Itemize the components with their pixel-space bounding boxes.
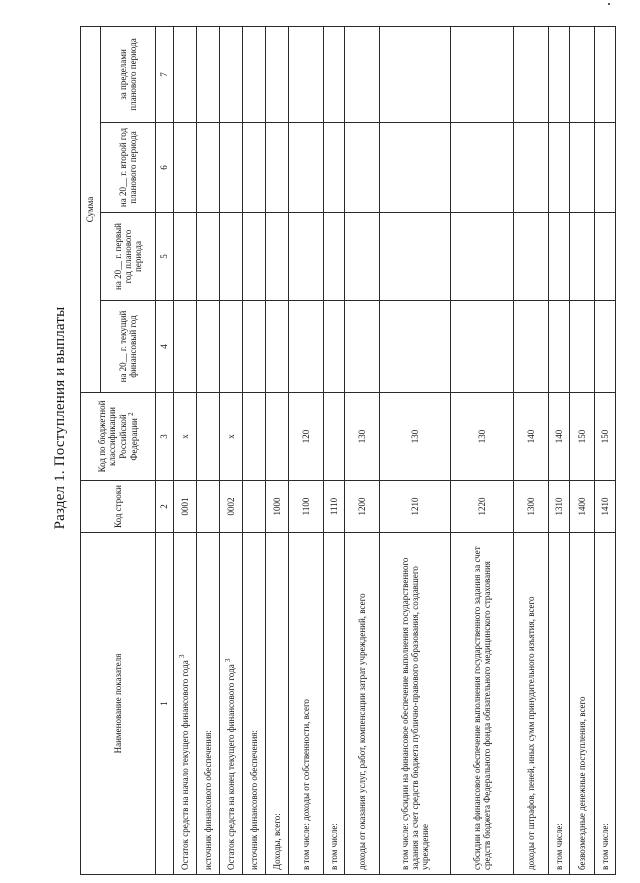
row-footnote-mark: 3 — [224, 658, 233, 662]
row-budget-code: 140 — [514, 393, 549, 481]
row-amount-cell — [380, 213, 451, 301]
table-row — [324, 26, 345, 874]
row-amount-cell — [514, 301, 549, 393]
column-number-cell: 7 — [156, 26, 174, 122]
row-budget-code: х — [220, 393, 243, 481]
row-amount-cell — [549, 301, 570, 393]
row-indicator-name — [243, 533, 266, 875]
row-line-code: 1310 — [549, 481, 570, 533]
row-amount-cell — [595, 26, 616, 122]
row-indicator-name — [514, 533, 549, 875]
row-name-text: в том числе: доходы от собственности, всего — [300, 699, 311, 870]
header-name: Наименование показателя — [81, 533, 156, 875]
row-amount-cell — [243, 213, 266, 301]
row-indicator-name — [451, 533, 514, 875]
row-amount-cell — [595, 123, 616, 213]
row-amount-cell — [345, 213, 380, 301]
row-indicator-name — [266, 533, 289, 875]
row-amount-cell — [380, 26, 451, 122]
table-row — [595, 26, 616, 874]
row-amount-cell — [324, 123, 345, 213]
table-row — [514, 26, 549, 874]
row-line-code: 1210 — [380, 481, 451, 533]
table-row — [380, 26, 451, 874]
row-budget-code: 130 — [451, 393, 514, 481]
table-row — [549, 26, 570, 874]
table-row — [243, 26, 266, 874]
row-budget-code: 130 — [345, 393, 380, 481]
receipts-payments-table — [80, 26, 616, 875]
row-budget-code: х — [174, 393, 197, 481]
header-code-budget — [81, 393, 156, 481]
row-amount-cell — [570, 301, 595, 393]
row-amount-cell — [289, 213, 324, 301]
row-name-text: в том числе: — [553, 823, 564, 870]
row-amount-cell — [324, 301, 345, 393]
row-line-code: 1300 — [514, 481, 549, 533]
row-indicator-name — [220, 533, 243, 875]
row-amount-cell — [324, 26, 345, 122]
header-code-line: Код строки — [81, 481, 156, 533]
row-budget-code: 130 — [380, 393, 451, 481]
row-amount-cell — [266, 123, 289, 213]
row-amount-cell — [570, 26, 595, 122]
row-amount-cell — [197, 123, 220, 213]
row-amount-cell — [174, 123, 197, 213]
row-amount-cell — [289, 301, 324, 393]
row-amount-cell — [324, 213, 345, 301]
row-amount-cell — [345, 123, 380, 213]
table-row — [266, 26, 289, 874]
row-indicator-name — [380, 533, 451, 875]
row-amount-cell — [570, 213, 595, 301]
row-amount-cell — [451, 26, 514, 122]
row-indicator-name — [324, 533, 345, 875]
table-row — [451, 26, 514, 874]
row-line-code — [243, 481, 266, 533]
header-code-budget-footnote: 2 — [126, 412, 135, 416]
row-amount-cell — [174, 301, 197, 393]
row-amount-cell — [451, 123, 514, 213]
column-number-row — [156, 26, 174, 874]
row-line-code: 0001 — [174, 481, 197, 533]
row-name-text: безвозмездные денежные поступления, всего — [576, 696, 587, 870]
header-year-second: на 20__ г. второй год планового периода — [100, 123, 155, 213]
row-amount-cell — [197, 301, 220, 393]
row-amount-cell — [243, 26, 266, 122]
row-amount-cell — [220, 301, 243, 393]
row-amount-cell — [514, 213, 549, 301]
row-name-text: Остаток средств на конец текущего финансового года — [226, 664, 237, 870]
row-name-text: Остаток средств на начало текущего финансового года — [180, 660, 191, 870]
row-budget-code: 150 — [570, 393, 595, 481]
row-amount-cell — [570, 123, 595, 213]
row-indicator-name — [289, 533, 324, 875]
row-indicator-name — [174, 533, 197, 875]
row-amount-cell — [197, 213, 220, 301]
row-amount-cell — [549, 26, 570, 122]
header-sum: Сумма — [81, 26, 101, 392]
table-row — [570, 26, 595, 874]
header-year-first: на 20__ г. первый год планового периода — [100, 213, 155, 301]
row-amount-cell — [345, 26, 380, 122]
row-name-text: в том числе: — [328, 823, 339, 870]
row-budget-code — [266, 393, 289, 481]
row-name-text: доходы от оказания услуг, работ, компенсации затрат учреждений, всего — [356, 593, 367, 870]
row-line-code: 1410 — [595, 481, 616, 533]
row-amount-cell — [289, 123, 324, 213]
row-amount-cell — [380, 301, 451, 393]
row-name-text: в том числе: субсидии на финансовое обеспечение выполнения государственного задания за счет средств бюджета публично-правового образования, создавшего учреждение — [399, 557, 431, 870]
row-amount-cell — [514, 26, 549, 122]
row-budget-code — [197, 393, 220, 481]
row-name-text: в том числе: — [599, 823, 610, 870]
row-name-text: доходы от штрафов, пеней, иных сумм принудительного изъятия, всего — [525, 596, 536, 870]
row-amount-cell — [243, 123, 266, 213]
column-number-cell: 2 — [156, 481, 174, 533]
row-amount-cell — [549, 123, 570, 213]
row-amount-cell — [197, 26, 220, 122]
row-amount-cell — [380, 123, 451, 213]
row-line-code: 1220 — [451, 481, 514, 533]
row-indicator-name — [549, 533, 570, 875]
row-name-text: источник финансового обеспечения: — [248, 730, 259, 870]
header-beyond-period: за пределами планового периода — [100, 26, 155, 122]
row-amount-cell — [266, 213, 289, 301]
row-amount-cell — [243, 301, 266, 393]
row-amount-cell — [174, 26, 197, 122]
row-indicator-name — [197, 533, 220, 875]
row-footnote-mark: 3 — [178, 654, 187, 658]
column-number-cell: 3 — [156, 393, 174, 481]
row-line-code — [197, 481, 220, 533]
row-budget-code — [324, 393, 345, 481]
row-amount-cell — [595, 301, 616, 393]
row-budget-code: 140 — [549, 393, 570, 481]
header-code-budget-text: Код по бюджетной классификации Российской Федерации — [97, 400, 139, 473]
table-row — [345, 26, 380, 874]
column-number-cell: 4 — [156, 301, 174, 393]
row-line-code: 1100 — [289, 481, 324, 533]
row-budget-code: 120 — [289, 393, 324, 481]
row-amount-cell — [220, 123, 243, 213]
table-row — [174, 26, 197, 874]
table-row — [197, 26, 220, 874]
row-line-code: 1000 — [266, 481, 289, 533]
row-indicator-name — [345, 533, 380, 875]
row-line-code: 1200 — [345, 481, 380, 533]
table-row — [220, 26, 243, 874]
row-amount-cell — [266, 301, 289, 393]
row-line-code: 1400 — [570, 481, 595, 533]
row-amount-cell — [595, 213, 616, 301]
row-amount-cell — [514, 123, 549, 213]
column-number-cell: 1 — [156, 533, 174, 875]
row-indicator-name — [570, 533, 595, 875]
section-title: Раздел 1. Поступления и выплаты — [52, 306, 68, 530]
row-amount-cell — [549, 213, 570, 301]
row-budget-code: 150 — [595, 393, 616, 481]
row-amount-cell — [220, 26, 243, 122]
row-amount-cell — [451, 301, 514, 393]
row-amount-cell — [451, 213, 514, 301]
row-line-code: 0002 — [220, 481, 243, 533]
row-name-text: субсидии на финансовое обеспечение выполнения государственного задания за счет средств бюджета Федерального фонда обязательного медицинского страхования — [471, 546, 492, 870]
row-amount-cell — [174, 213, 197, 301]
row-amount-cell — [345, 301, 380, 393]
row-budget-code — [243, 393, 266, 481]
row-indicator-name — [595, 533, 616, 875]
row-line-code: 1110 — [324, 481, 345, 533]
column-number-cell: 6 — [156, 123, 174, 213]
row-name-text: Доходы, всего: — [271, 813, 282, 870]
row-amount-cell — [220, 213, 243, 301]
column-number-cell: 5 — [156, 213, 174, 301]
row-name-text: источник финансового обеспечения: — [202, 730, 213, 870]
table-row — [289, 26, 324, 874]
header-year-current: на 20__ г. текущий финансовый год — [100, 301, 155, 393]
row-amount-cell — [266, 26, 289, 122]
scan-speck — [608, 3, 610, 5]
row-amount-cell — [289, 26, 324, 122]
table-body — [174, 26, 616, 874]
